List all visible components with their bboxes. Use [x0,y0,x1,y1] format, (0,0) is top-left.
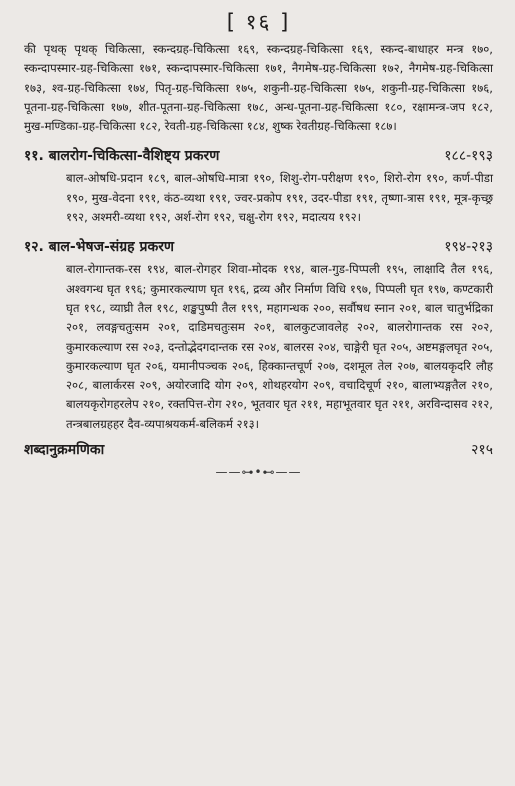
section-heading-12 [24,237,493,256]
index-page: २१५ [471,442,493,459]
section-page-range: १९४-२१३ [444,239,493,256]
section-title: १२. बाल-भेषज-संग्रह प्रकरण [24,239,175,256]
index-title: शब्दानुक्रमणिका [24,442,105,459]
page-number: [ १६ ] [226,10,291,34]
section-12-contents: बाल-रोगान्तक-रस १९४, बाल-रोगहर शिवा-मोदक १९४, बाल-गुड-पिप्पली १९५, लाक्षादि तैल १९६, अश्वगन्ध घृत १९६; कुमारकल्याण घृत १९६, द्रव्य और निर्माण विधि १९७, पिप्पली घृत १९७, कण्टकारी घृत १९८, व्याघ्री तैल १९८, शङ्खपुष्पी तैल १९९, महागन्धक २००, सर्वौषध स्नान २०१, बाल चातुर्भद्रिका २०१, लवङ्गचतुःसम २०१, दाडिमचतुःसम २०१, बालकुटजावलेह २०२, बालरोगान्तक रस २०२, कुमारकल्याण रस २०३, दन्तोद्भेदगदान्तक रस २०४, बालरस २०४, चाङ्गेरी घृत २०५, अष्टमङ्गलघृत २०५, कुमारकल्याण घृत २०६, यमानीपञ्चक २०६, हिक्कान्तचूर्ण २०७, दशमूल तेल २०७, बालयकृदरि लौह २०८, बालार्करस २०९, अयोरजादि योग २०९, शोथहरयोग २०९, वचादिचूर्ण २१०, बालाभ्यङ्गतैल २१०, बालयकृरोगहरलेप २१०, रक्तपित्त-रोग २१०, भूतवार घृत २११, महाभूतवार घृत २११, अरविन्दासव २१२, तन्त्रबालग्रहहर दैव-व्यपाश्रयकर्म-बलिकर्म २१३। [66,262,493,431]
index-heading [24,440,493,459]
section-11-contents: बाल-ओषधि-प्रदान १८९, बाल-ओषधि-मात्रा १९०, शिशु-रोग-परीक्षण १९०, शिरो-रोग १९०, कर्ण-पीडा १९०, मुख-वेदना १९१, कंठ-व्यथा १९१, ज्वर-प्रकोप १९१, उदर-पीडा १९१, तृष्णा-त्रास १९१, मूत्र-कृच्छ्र १९२, अश्मरी-व्यथा १९२, अर्श-रोग १९२, चक्षु-रोग १९२, मदात्यय १९२। [66,171,493,225]
section-title: ११. बालरोग-चिकित्सा-वैशिष्ट्य प्रकरण [24,148,220,165]
section-heading-11 [24,146,493,165]
intro-paragraph: की पृथक् पृथक् चिकित्सा, स्कन्दग्रह-चिकित्सा १६९, स्कन्दग्रह-चिकित्सा १६९, स्कन्द-बाधाहर मन्त्र १७०, स्कन्दापस्मार-ग्रह-चिकित्सा १७१, स्कन्दापस्मार-चिकित्सा १७१, नैगमेष-ग्रह-चिकित्सा १७२, नैगमेष-ग्रह-चिकित्सा १७३, श्व-ग्रह-चिकित्सा १७४, पितृ-ग्रह-चिकित्सा १७५, शकुनी-ग्रह-चिकित्सा १७५, शकुनी-ग्रह-चिकित्सा १७६, पूतना-ग्रह-चिकित्सा १७७, शीत-पूतना-ग्रह-चिकित्सा १७८, अन्ध-पूतना-ग्रह-चिकित्सा १८०, रक्षामन्त्र-जप १८२, मुख-मण्डिका-ग्रह-चिकित्सा १८२, रेवती-ग्रह-चिकित्सा १८४, शुष्क रेवतीग्रह-चिकित्सा १८७। [24,42,493,134]
end-ornament: ——⊶•⊷—— [215,465,302,480]
section-page-range: १८८-१९३ [444,148,493,165]
